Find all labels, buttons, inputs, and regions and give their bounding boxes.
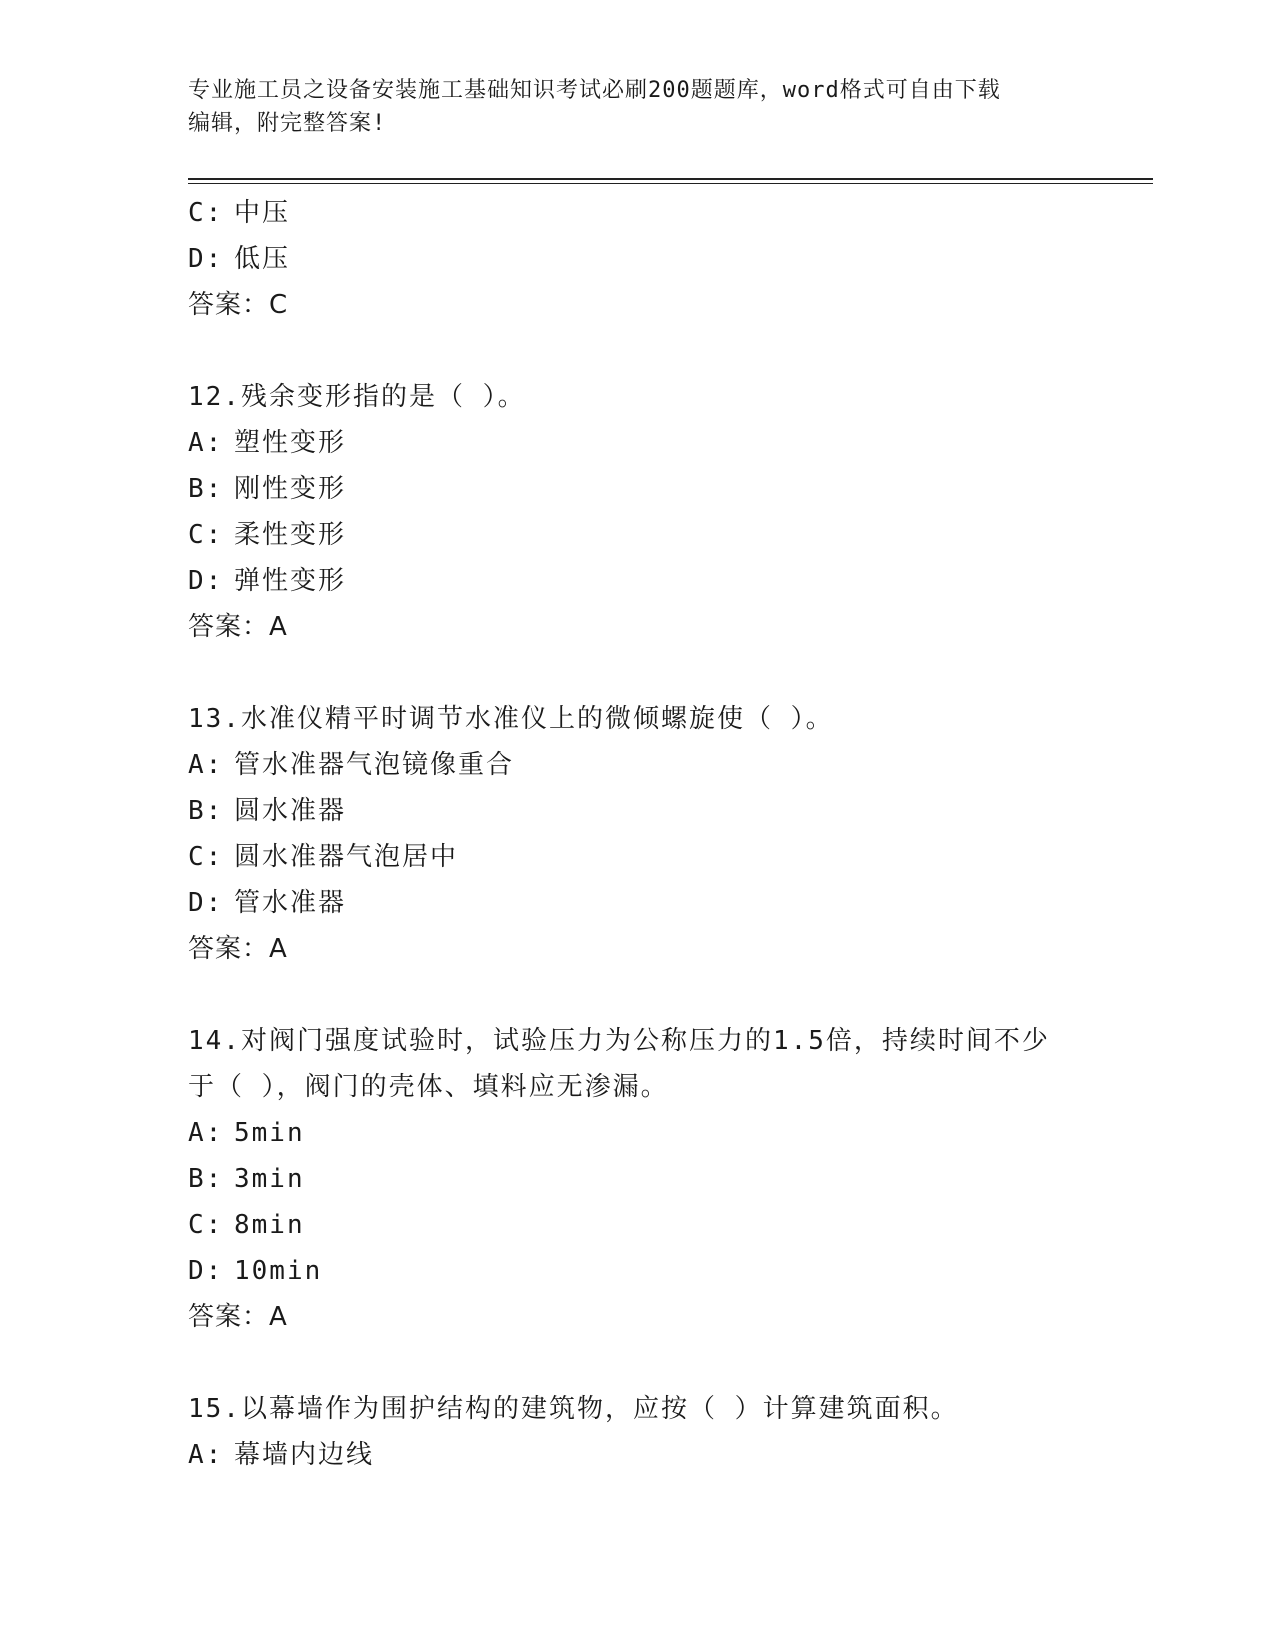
question-stem [188, 1018, 1068, 1110]
option-b [188, 466, 1088, 512]
option-a [188, 742, 1088, 788]
option-d [188, 880, 1088, 926]
option-text: 管水准器 [234, 888, 347, 918]
option-key: C: [188, 520, 224, 550]
option-d [188, 236, 1088, 282]
option-b [188, 788, 1088, 834]
option-c [188, 1202, 1088, 1248]
option-key: B: [188, 474, 224, 504]
option-key: D: [188, 1256, 224, 1286]
option-c [188, 512, 1088, 558]
question-11-tail [188, 190, 1088, 328]
answer-line: 答案：C [188, 290, 289, 320]
option-d [188, 1248, 1088, 1294]
question-14 [188, 1018, 1088, 1340]
option-text: 刚性变形 [234, 474, 347, 504]
header-title-line-1: 专业施工员之设备安装施工基础知识考试必刷200题题库，word格式可自由下载 [188, 78, 1001, 103]
option-text: 低压 [234, 244, 291, 274]
question-stem-line-2: 于（ ），阀门的壳体、填料应无渗漏。 [188, 1072, 669, 1102]
question-stem: 13.水准仪精平时调节水准仪上的微倾螺旋使（ ）。 [188, 704, 834, 734]
option-key: B: [188, 1164, 224, 1194]
option-key: B: [188, 796, 224, 826]
question-list [188, 190, 1088, 1478]
option-b [188, 1156, 1088, 1202]
document-header [188, 74, 1088, 140]
option-key: D: [188, 566, 224, 596]
option-key: A: [188, 1440, 224, 1470]
option-text: 柔性变形 [234, 520, 347, 550]
option-key: C: [188, 198, 224, 228]
question-13 [188, 696, 1088, 972]
question-stem: 12.残余变形指的是（ ）。 [188, 382, 526, 412]
option-key: A: [188, 750, 224, 780]
question-12 [188, 374, 1088, 650]
question-stem: 15.以幕墙作为围护结构的建筑物，应按（ ）计算建筑面积。 [188, 1394, 959, 1424]
option-text: 圆水准器 [234, 796, 347, 826]
option-a [188, 1432, 1088, 1478]
answer-line: 答案：A [188, 1302, 288, 1332]
answer-line: 答案：A [188, 934, 288, 964]
option-text: 管水准器气泡镜像重合 [234, 750, 515, 780]
option-text: 8min [234, 1210, 305, 1240]
option-text: 5min [234, 1118, 305, 1148]
option-c [188, 190, 1088, 236]
option-text: 幕墙内边线 [234, 1440, 375, 1470]
header-title-line-2: 编辑，附完整答案! [188, 111, 387, 136]
header-divider-thick [188, 178, 1153, 180]
option-key: D: [188, 244, 224, 274]
option-key: C: [188, 842, 224, 872]
header-divider-thin [188, 183, 1153, 184]
option-text: 中压 [234, 198, 291, 228]
option-key: A: [188, 1118, 224, 1148]
option-text: 3min [234, 1164, 305, 1194]
option-key: A: [188, 428, 224, 458]
option-key: D: [188, 888, 224, 918]
option-d [188, 558, 1088, 604]
option-text: 塑性变形 [234, 428, 347, 458]
option-a [188, 420, 1088, 466]
option-c [188, 834, 1088, 880]
option-text: 圆水准器气泡居中 [234, 842, 459, 872]
option-text: 弹性变形 [234, 566, 347, 596]
option-key: C: [188, 1210, 224, 1240]
answer-line: 答案：A [188, 612, 288, 642]
question-15 [188, 1386, 1088, 1478]
option-text: 10min [234, 1256, 323, 1286]
question-stem-line-1: 14.对阀门强度试验时，试验压力为公称压力的1.5倍，持续时间不少 [188, 1026, 1050, 1056]
option-a [188, 1110, 1088, 1156]
